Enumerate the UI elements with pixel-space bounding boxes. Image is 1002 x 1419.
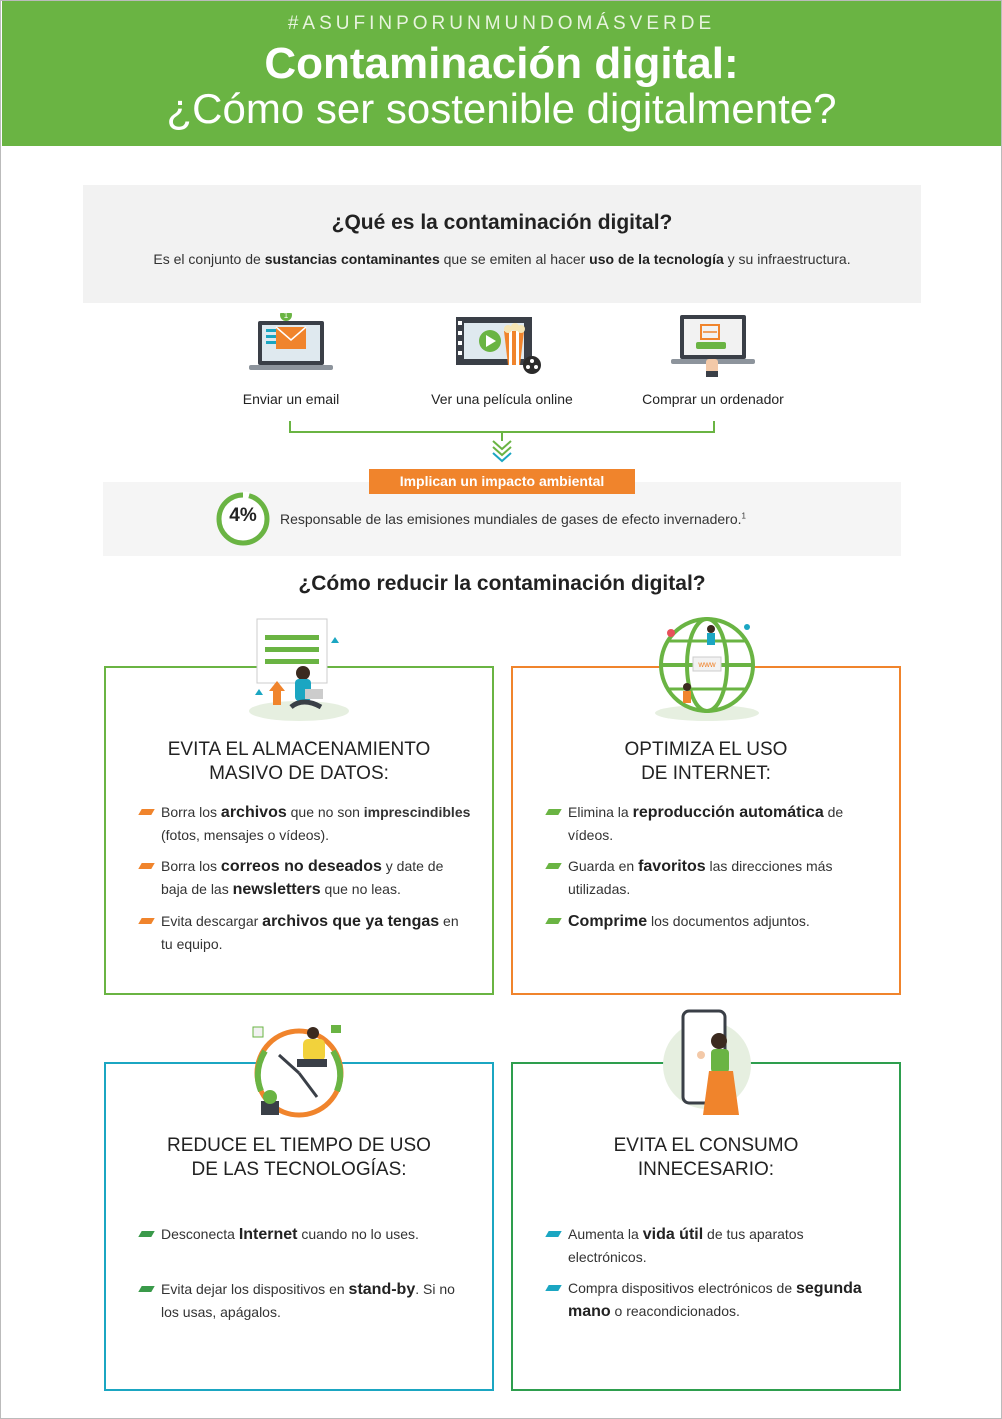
- down-arrows-icon: [490, 433, 514, 465]
- card-consumption-title: EVITA EL CONSUMO INNECESARIO:: [613, 1135, 799, 1180]
- phone-woman-illustration: [657, 1007, 757, 1119]
- activity-movie: [402, 313, 602, 407]
- tip-item: Borra los correos no deseados y date de baja de las newsletters que no leas.: [161, 855, 471, 901]
- tip-item: Evita dejar los dispositivos en stand-by. Si no los usas, apágalos.: [161, 1278, 471, 1324]
- definition-box: [83, 185, 921, 303]
- activity-email-label: Enviar un email: [242, 391, 340, 407]
- svg-text:www: www: [698, 660, 716, 669]
- activities-bracket: [289, 421, 715, 433]
- impact-badge: Implican un impacto ambiental: [369, 469, 635, 494]
- svg-text:1: 1: [283, 313, 289, 320]
- tip-item: Aumenta la vida útil de tus aparatos electrónicos.: [568, 1223, 878, 1269]
- tip-item: Compra dispositivos electrónicos de segunda mano o reacondicionados.: [568, 1277, 878, 1323]
- definition-title: ¿Qué es la contaminación digital?: [331, 211, 673, 234]
- impact-percent: 4%: [229, 505, 257, 526]
- activity-movie-label: Ver una película online: [431, 391, 573, 407]
- activity-shopping-label: Comprar un ordenador: [642, 391, 784, 407]
- shopping-laptop-icon: [668, 313, 758, 379]
- card-internet-title: OPTIMIZA EL USO DE INTERNET:: [624, 739, 788, 784]
- tip-item: Borra los archivos que no son imprescindibles (fotos, mensajes o vídeos).: [161, 801, 471, 847]
- impact-text: Responsable de las emisiones mundiales de gases de efecto invernadero.$^1$: [280, 511, 746, 527]
- header-banner: [2, 1, 1001, 146]
- definition-text: Es el conjunto de sustancias contaminantes que se emiten al hacer uso de la tecnología y su infraestructura.: [153, 251, 851, 267]
- card-storage-title: EVITA EL ALMACENAMIENTO MASIVO DE DATOS:: [167, 739, 431, 784]
- tip-item: Guarda en favoritos las direcciones más utilizadas.: [568, 855, 878, 901]
- impact-footnote: 1: [741, 511, 746, 521]
- tip-item: Desconecta Internet cuando no lo uses.: [161, 1223, 471, 1246]
- hashtag: #ASUFINPORUNMUNDOMÁSVERDE: [287, 13, 716, 34]
- tip-item: Comprime los documentos adjuntos.: [568, 910, 878, 933]
- how-to-reduce-title: ¿Cómo reducir la contaminación digital?: [298, 572, 706, 595]
- email-laptop-icon: [246, 313, 336, 379]
- tip-item: Elimina la reproducción automática de vídeos.: [568, 801, 878, 847]
- data-storage-illustration: [239, 613, 359, 721]
- globe-internet-illustration: [647, 613, 767, 721]
- tip-item: Evita descargar archivos que ya tengas en tu equipo.: [161, 910, 471, 956]
- film-popcorn-icon: [452, 313, 552, 379]
- clock-time-illustration: [239, 1011, 359, 1121]
- activity-email: [191, 313, 391, 407]
- page-title: Contaminación digital:: [264, 39, 739, 88]
- page-subtitle: ¿Cómo ser sostenible digitalmente?: [166, 85, 837, 132]
- activity-shopping: [613, 313, 813, 407]
- card-time-title: REDUCE EL TIEMPO DE USO DE LAS TECNOLOGÍAS:: [167, 1135, 431, 1180]
